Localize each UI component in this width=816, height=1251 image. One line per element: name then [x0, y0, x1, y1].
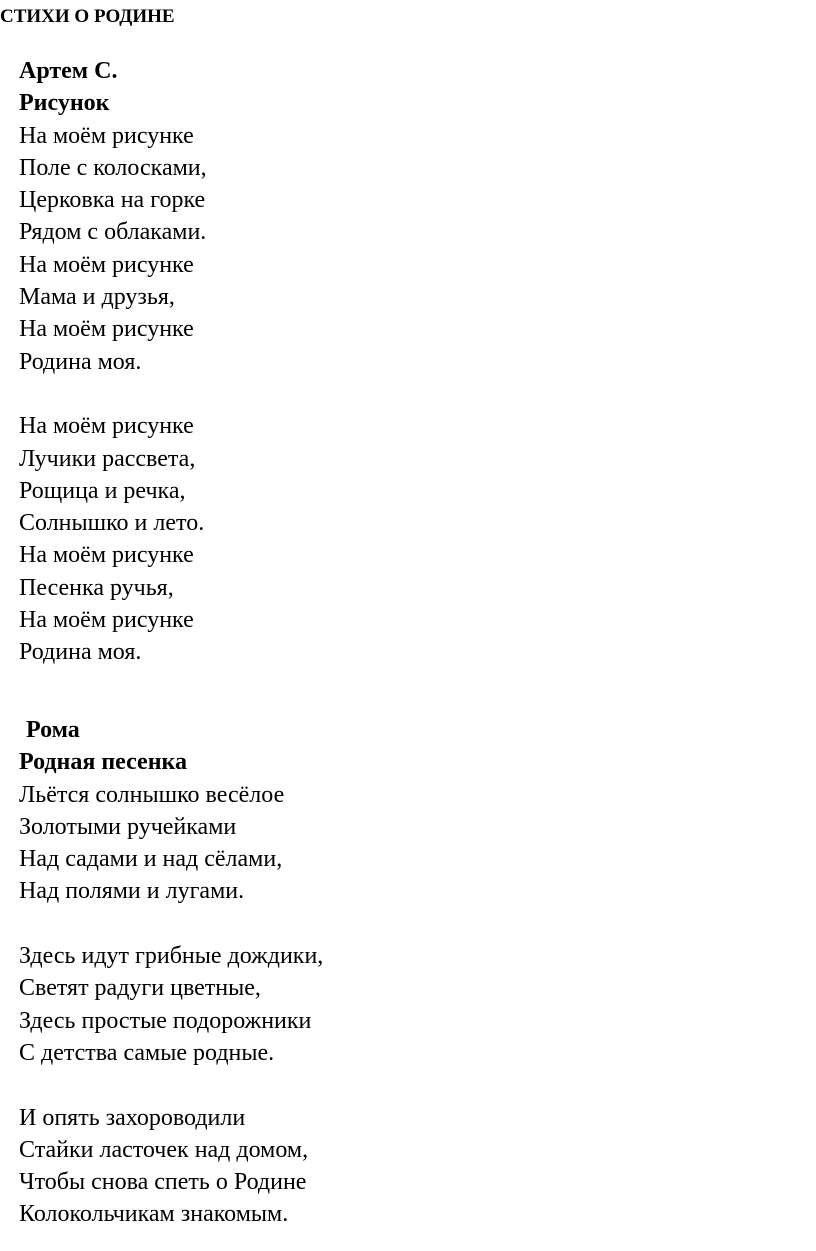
- poem-line: Лучики рассвета,: [19, 445, 196, 472]
- poem-line: Здесь идут грибные дождики,: [19, 943, 324, 970]
- poem-line: И опять захороводили: [19, 1104, 246, 1131]
- poem-line: Здесь простые подорожники: [19, 1007, 312, 1034]
- stanza-gap: [19, 378, 207, 410]
- poem-line: Колокольчикам знакомым.: [19, 1201, 289, 1228]
- poem-line: Светят радуги цветные,: [19, 975, 261, 1002]
- poem-line: На моём рисунке: [19, 251, 194, 278]
- poem-line: Церковка на горке: [19, 187, 206, 214]
- poem-line: Поле с колосками,: [19, 154, 207, 181]
- poem-line: На моём рисунке: [19, 607, 194, 634]
- poem-title: Родная песенка: [19, 749, 187, 776]
- poem-line: Родина моя.: [19, 348, 142, 375]
- stanza: [19, 779, 323, 908]
- stanza: [19, 940, 323, 1069]
- poem-line: Льётся солнышко весёлое: [19, 781, 285, 808]
- poem-line: Над садами и над сёлами,: [19, 846, 283, 873]
- poem-risunok: [19, 55, 207, 669]
- poem-author: Артем С.: [19, 58, 118, 84]
- poem-author: Рома: [26, 717, 80, 743]
- poem-line: Мама и друзья,: [19, 284, 175, 311]
- document-title: СТИХИ О РОДИНЕ: [0, 6, 175, 27]
- stanza: [19, 120, 207, 378]
- poem-line: С детства самые родные.: [19, 1039, 275, 1066]
- stanza: [19, 410, 207, 668]
- poem-line: Над полями и лугами.: [19, 878, 245, 905]
- poem-title: Рисунок: [19, 90, 110, 117]
- poem-line: На моём рисунке: [19, 316, 194, 343]
- stanza: [19, 1102, 323, 1231]
- stanza-gap: [19, 1069, 323, 1101]
- stanza-gap: [19, 908, 323, 940]
- poem-line: Рядом с облаками.: [19, 219, 207, 246]
- poem-rodnaya-pesenka: [19, 714, 323, 1231]
- poem-line: На моём рисунке: [19, 122, 194, 149]
- poem-line: На моём рисунке: [19, 542, 194, 569]
- poem-line: На моём рисунке: [19, 413, 194, 440]
- poem-line: Рощица и речка,: [19, 477, 186, 504]
- poem-line: Золотыми ручейками: [19, 813, 237, 840]
- poem-line: Стайки ласточек над домом,: [19, 1136, 309, 1163]
- poem-line: Песенка ручья,: [19, 574, 174, 601]
- poem-line: Солнышко и лето.: [19, 510, 205, 537]
- poem-line: Чтобы снова спеть о Родине: [19, 1169, 307, 1196]
- poem-line: Родина моя.: [19, 639, 142, 666]
